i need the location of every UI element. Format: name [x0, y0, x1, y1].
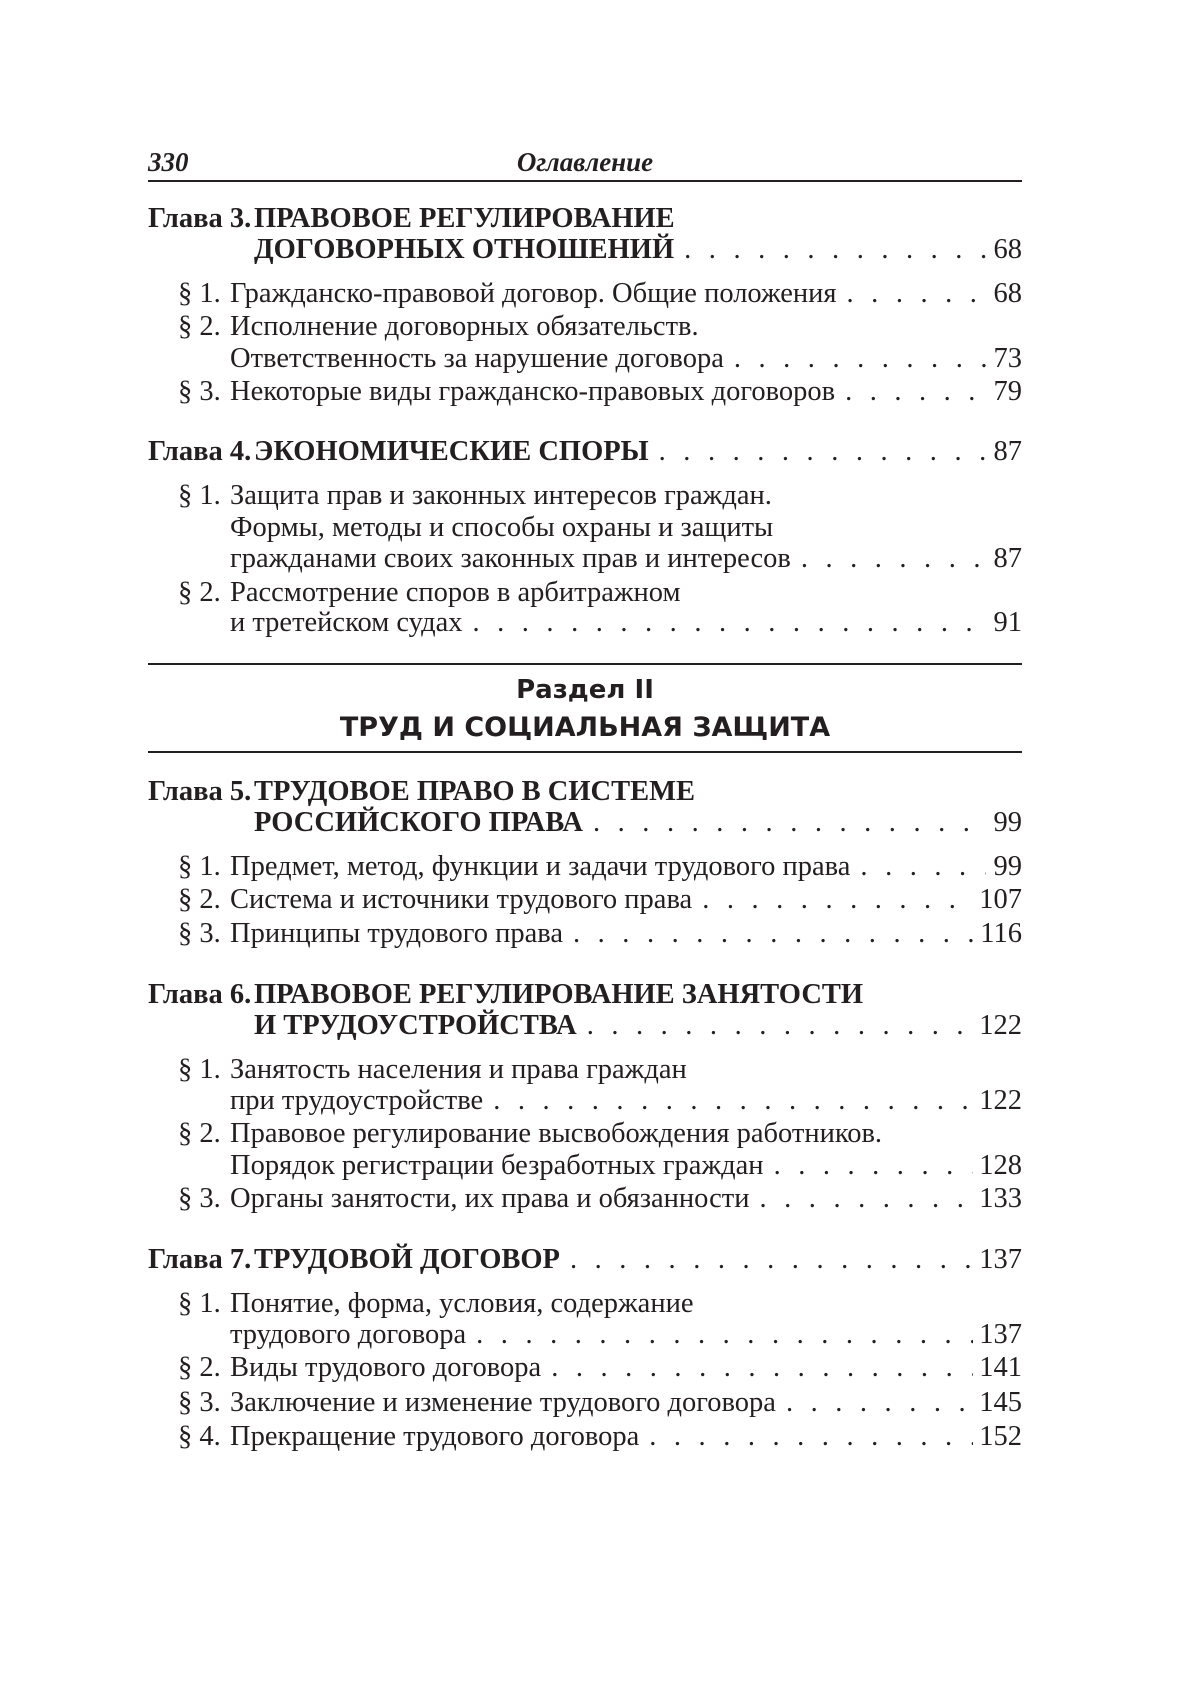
dot-leader [801, 545, 986, 574]
toc-entry-line [178, 1290, 1022, 1319]
dot-leader [774, 1152, 974, 1181]
toc-entry [254, 1012, 1022, 1041]
paragraph-title: Понятие, форма, условия, содержание [230, 1288, 694, 1319]
section-rule-bottom [148, 751, 1022, 753]
toc-entry [178, 853, 1022, 882]
page-ref: 133 [979, 1183, 1022, 1214]
toc-entry-line [178, 313, 1022, 342]
toc-entry [178, 280, 1022, 309]
paragraph-title: гражданами своих законных прав и интересов [230, 543, 791, 574]
dot-leader [570, 1246, 973, 1275]
paragraph-title: Предмет, метод, функции и задачи трудового права [230, 851, 851, 882]
paragraph-title: Прекращение трудового договора [230, 1421, 640, 1452]
toc-entry-line [178, 1120, 1022, 1149]
dot-leader [659, 438, 986, 467]
toc-entry-line [178, 579, 1022, 608]
dot-leader [472, 609, 986, 638]
toc-entry [148, 1246, 1022, 1275]
paragraph-label: § 1. [178, 480, 221, 511]
chapter-heading [148, 981, 1022, 1010]
page-ref: 137 [979, 1244, 1022, 1275]
page-ref: 79 [993, 376, 1022, 407]
paragraph-label: § 1. [178, 278, 221, 309]
toc-entry [178, 1389, 1022, 1418]
toc-entry [254, 236, 1022, 265]
toc-entry-line [178, 482, 1022, 511]
paragraph-label: § 1. [178, 1054, 221, 1085]
page-ref: 128 [979, 1150, 1022, 1181]
dot-leader [476, 1321, 973, 1350]
dot-leader [860, 853, 986, 882]
dot-leader [551, 1354, 973, 1383]
chapter-heading [148, 205, 1022, 234]
toc-entry [178, 920, 1022, 949]
paragraph-title: Правовое регулирование высвобождения работников. [230, 1118, 883, 1149]
paragraph-label: § 3. [178, 918, 221, 949]
paragraph-label: § 3. [178, 376, 221, 407]
paragraph-title: и третейском судах [230, 607, 463, 638]
paragraph-title: Принципы трудового права [230, 918, 563, 949]
chapter-title: ПРАВОВОЕ РЕГУЛИРОВАНИЕ ЗАНЯТОСТИ [254, 979, 864, 1010]
toc-entry [148, 438, 1022, 467]
toc-entry [230, 1321, 1022, 1350]
paragraph-title: Система и источники трудового права [230, 884, 693, 915]
toc-entry [178, 1185, 1022, 1214]
chapter-label: Глава 4. [148, 436, 252, 467]
page-ref: 122 [979, 1010, 1022, 1041]
chapter-title: ТРУДОВОЙ ДОГОВОР [254, 1244, 560, 1275]
toc-entry [178, 886, 1022, 915]
toc-entry-line [230, 514, 1022, 543]
paragraph-title: Гражданско-правовой договор. Общие положения [230, 278, 837, 309]
paragraph-title: Защита прав и законных интересов граждан. [230, 480, 772, 511]
page-ref: 141 [979, 1352, 1022, 1383]
chapter-title: ПРАВОВОЕ РЕГУЛИРОВАНИЕ [254, 203, 675, 234]
dot-leader [649, 1423, 973, 1452]
paragraph-label: § 4. [178, 1421, 221, 1452]
page-ref: 137 [979, 1319, 1022, 1350]
dot-leader [593, 809, 986, 838]
chapter-title: И ТРУДОУСТРОЙСТВА [254, 1010, 577, 1041]
toc-entry [230, 609, 1022, 638]
paragraph-label: § 1. [178, 851, 221, 882]
paragraph-label: § 2. [178, 884, 221, 915]
chapter-title: РОССИЙСКОГО ПРАВА [254, 807, 583, 838]
page-ref: 68 [993, 234, 1022, 265]
page-ref: 87 [993, 543, 1022, 574]
dot-leader [587, 1012, 974, 1041]
paragraph-title: Исполнение договорных обязательств. [230, 311, 699, 342]
page-ref: 68 [993, 278, 1022, 309]
dot-leader [684, 236, 986, 265]
dot-leader [847, 280, 986, 309]
page-ref: 116 [980, 918, 1022, 949]
chapter-title: ТРУДОВОЕ ПРАВО В СИСТЕМЕ [254, 776, 696, 807]
paragraph-title: при трудоустройстве [230, 1085, 484, 1116]
section-rule-top [148, 663, 1022, 665]
toc-entry [230, 1087, 1022, 1116]
chapter-label: Глава 3. [148, 203, 252, 234]
page-ref: 99 [993, 807, 1022, 838]
toc-entry [178, 1423, 1022, 1452]
chapter-title: ЭКОНОМИЧЕСКИЕ СПОРЫ [254, 436, 649, 467]
page-header [148, 138, 1022, 182]
toc-entry [178, 1354, 1022, 1383]
paragraph-label: § 2. [178, 577, 221, 608]
paragraph-title: Формы, методы и способы охраны и защиты [230, 512, 774, 543]
chapter-title: ДОГОВОРНЫХ ОТНОШЕНИЙ [254, 234, 675, 265]
toc-entry [230, 1152, 1022, 1181]
paragraph-title: Некоторые виды гражданско-правовых договоров [230, 376, 836, 407]
section-label: Раздел II [516, 675, 654, 705]
dot-leader [760, 1185, 974, 1214]
toc-entry [230, 545, 1022, 574]
toc-entry [254, 809, 1022, 838]
dot-leader [493, 1087, 973, 1116]
page-ref: 107 [979, 884, 1022, 915]
paragraph-title: Занятость населения и права граждан [230, 1054, 687, 1085]
page-ref: 99 [993, 851, 1022, 882]
dot-leader [702, 886, 973, 915]
paragraph-title: Рассмотрение споров в арбитражном [230, 577, 681, 608]
paragraph-title: трудового договора [230, 1319, 467, 1350]
paragraph-label: § 1. [178, 1288, 221, 1319]
paragraph-title: Порядок регистрации безработных граждан [230, 1150, 764, 1181]
dot-leader [845, 378, 986, 407]
chapter-label: Глава 5. [148, 776, 252, 807]
running-title: Оглавление [516, 147, 654, 177]
paragraph-title: Органы занятости, их права и обязанности [230, 1183, 750, 1214]
page-ref: 122 [979, 1085, 1022, 1116]
section-title: ТРУД И СОЦИАЛЬНАЯ ЗАЩИТА [339, 712, 831, 743]
toc-entry [178, 378, 1022, 407]
page-ref: 87 [993, 436, 1022, 467]
paragraph-label: § 3. [178, 1387, 221, 1418]
paragraph-label: § 2. [178, 1352, 221, 1383]
chapter-label: Глава 7. [148, 1244, 252, 1275]
page-ref: 145 [979, 1387, 1022, 1418]
page-ref: 152 [979, 1421, 1022, 1452]
paragraph-title: Ответственность за нарушение договора [230, 343, 724, 374]
dot-leader [573, 920, 974, 949]
dot-leader [786, 1389, 973, 1418]
chapter-label: Глава 6. [148, 979, 252, 1010]
page-number: 330 [148, 147, 189, 177]
toc-entry [230, 345, 1022, 374]
toc-entry-line [178, 1056, 1022, 1085]
chapter-heading [148, 778, 1022, 807]
paragraph-title: Заключение и изменение трудового договора [230, 1387, 776, 1418]
paragraph-label: § 2. [178, 311, 221, 342]
paragraph-label: § 2. [178, 1118, 221, 1149]
paragraph-title: Виды трудового договора [230, 1352, 542, 1383]
dot-leader [734, 345, 986, 374]
page-ref: 91 [993, 607, 1022, 638]
page-ref: 73 [993, 343, 1022, 374]
paragraph-label: § 3. [178, 1183, 221, 1214]
